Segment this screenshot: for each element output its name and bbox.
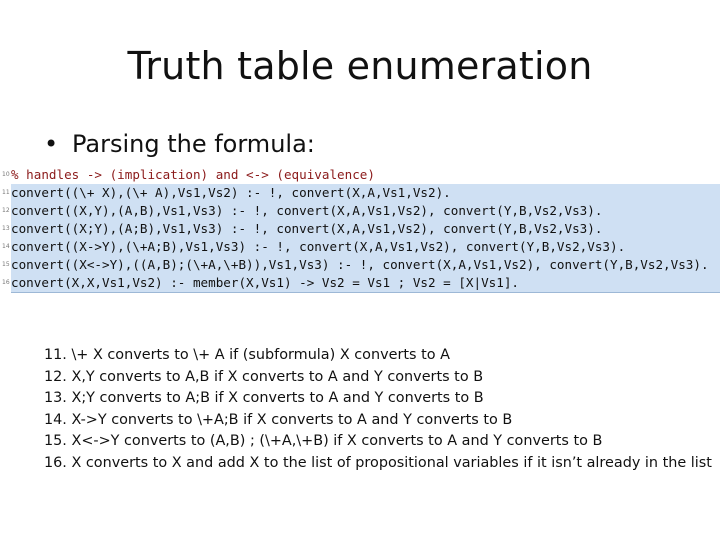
slide-title: Truth table enumeration	[127, 44, 593, 88]
bullet-item	[44, 130, 315, 158]
code-listing	[0, 166, 720, 292]
code-text: % handles -> (implication) and <-> (equivalence)	[11, 167, 375, 182]
code-text: convert((X;Y),(A;B),Vs1,Vs3) :- !, convert(X,A,Vs1,Vs2), convert(Y,B,Vs2,Vs3).	[11, 220, 720, 239]
bullet-dot: •	[44, 130, 59, 158]
explanation-list	[44, 345, 712, 475]
line-number: 15	[2, 261, 10, 268]
code-text: convert(X,X,Vs1,Vs2) :- member(X,Vs1) -> Vs2 = Vs1 ; Vs2 = [X|Vs1].	[11, 274, 720, 293]
line-number: 10	[2, 171, 10, 178]
explanation-item: 12. X,Y converts to A,B if X converts to A and Y converts to B	[44, 368, 484, 385]
line-number: 16	[2, 279, 10, 286]
code-text: convert((X->Y),(\+A;B),Vs1,Vs3) :- !, convert(X,A,Vs1,Vs2), convert(Y,B,Vs2,Vs3).	[11, 238, 720, 257]
explanation-item: 13. X;Y converts to A;B if X converts to A and Y converts to B	[44, 390, 484, 407]
code-line	[0, 256, 720, 274]
explanation-item: 15. X<->Y converts to (A,B) ; (\+A,\+B) if X converts to A and Y converts to B	[44, 433, 603, 450]
explanation-item: 16. X converts to X and add X to the list of propositional variables if it isn’t already in the list	[44, 454, 712, 471]
explanation-item: 11. \+ X converts to \+ A if (subformula) X converts to A	[44, 347, 450, 363]
code-text: convert((X<->Y),((A,B);(\+A,\+B)),Vs1,Vs3) :- !, convert(X,A,Vs1,Vs2), convert(Y,B,Vs2,Vs3).	[11, 256, 720, 275]
bullet-text: Parsing the formula:	[72, 130, 315, 158]
line-number: 14	[2, 243, 10, 250]
code-line	[0, 202, 720, 220]
code-line	[0, 238, 720, 256]
code-line	[0, 220, 720, 238]
line-number: 12	[2, 207, 10, 214]
line-number: 13	[2, 225, 10, 232]
code-line	[0, 166, 720, 184]
code-line	[0, 184, 720, 202]
line-number: 11	[2, 189, 10, 196]
code-text: convert((\+ X),(\+ A),Vs1,Vs2) :- !, convert(X,A,Vs1,Vs2).	[11, 184, 720, 203]
explanation-item: 14. X->Y converts to \+A;B if X converts to A and Y converts to B	[44, 411, 513, 428]
code-text: convert((X,Y),(A,B),Vs1,Vs3) :- !, convert(X,A,Vs1,Vs2), convert(Y,B,Vs2,Vs3).	[11, 202, 720, 221]
code-line	[0, 274, 720, 292]
